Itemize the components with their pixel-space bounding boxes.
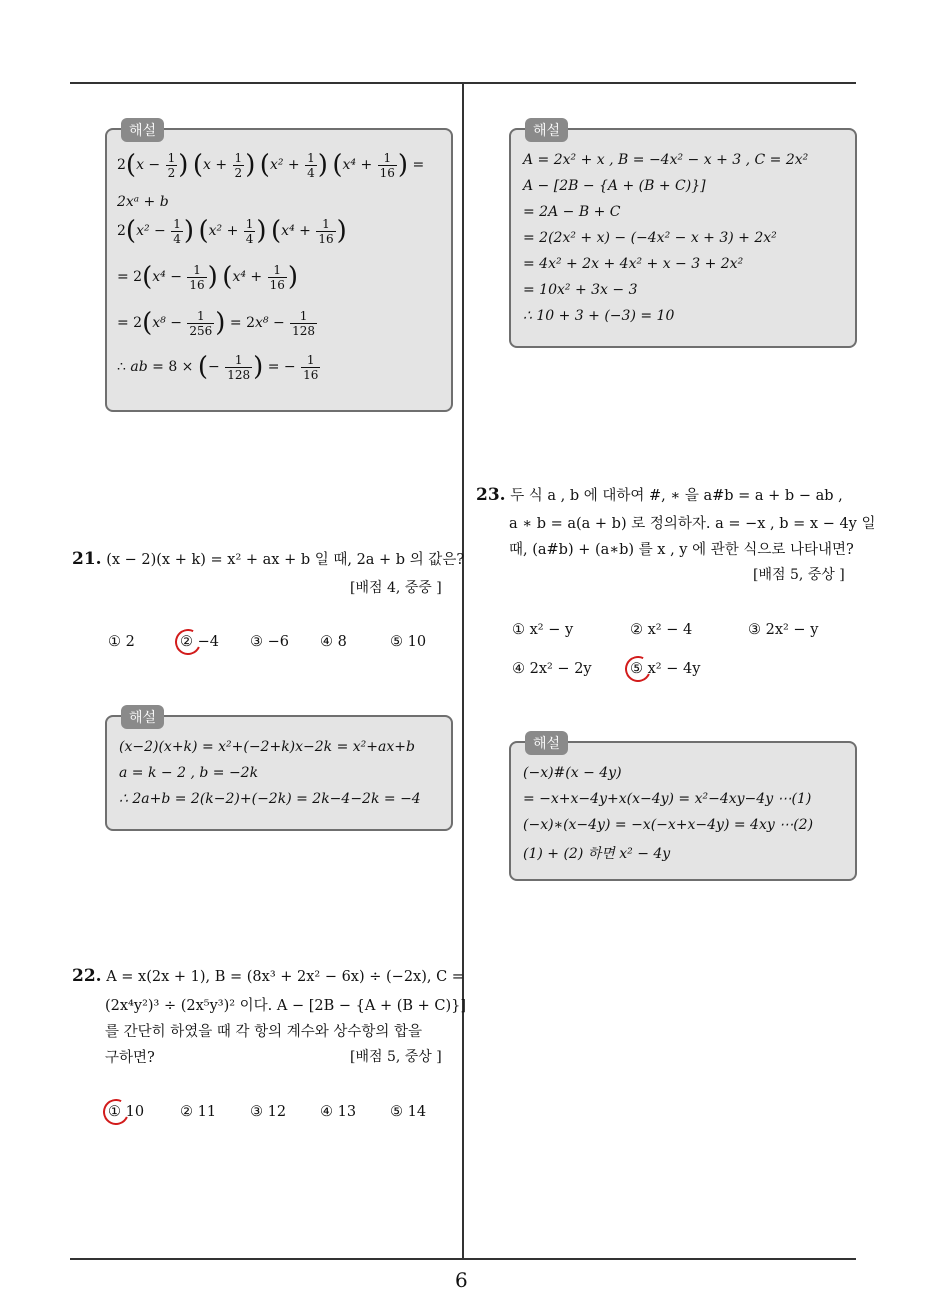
q22-sol-line-5: = 4x² + 2x + 4x² + x − 3 + 2x² xyxy=(523,256,744,272)
q22-score: [배점 5, 중상 ] xyxy=(350,1049,442,1065)
q21-choice-4[interactable]: ④ 8 xyxy=(320,634,347,650)
q20-sol-line-6: ∴ ab = 8 × (− $\frac{1}{128}$ ) = − $\frac{1}{16}$ xyxy=(117,352,319,382)
q21-choice-5[interactable]: ⑤ 10 xyxy=(390,634,427,650)
solution-tag: 해설 xyxy=(121,705,164,729)
q21-solution-box xyxy=(105,710,453,831)
q21-question xyxy=(72,548,464,569)
q22-line-4: 구하면? xyxy=(105,1050,155,1066)
q23-number: 23. xyxy=(476,485,506,505)
q22-choice-4[interactable]: ④ 13 xyxy=(320,1104,357,1120)
q23-line-1 xyxy=(476,484,843,505)
q22-choice-2[interactable]: ② 11 xyxy=(180,1104,217,1120)
q22-text-1: A = x(2x + 1), B = (8x³ + 2x² − 6x) ÷ (−2x), C = xyxy=(106,969,464,985)
q22-sol-line-4: = 2(2x² + x) − (−4x² − x + 3) + 2x² xyxy=(523,230,777,246)
solution-tag: 해설 xyxy=(525,118,568,142)
q21-choice-3[interactable]: ③ −6 xyxy=(250,634,289,650)
q22-choice-1[interactable]: ① 10 xyxy=(108,1104,145,1120)
q22-line-2: (2x⁴y²)³ ÷ (2x⁵y³)² 이다. A − [2B − {A + (B + C)}] xyxy=(105,998,467,1014)
q21-sol-line-3: ∴ 2a+b = 2(k−2)+(−2k) = 2k−4−2k = −4 xyxy=(119,791,421,807)
q20-sol-line-3: 2(x² − $\frac{1}{4}$ ) (x² + $\frac{1}{4}$ ) (x⁴ + $\frac{1}{16}$ ) xyxy=(117,216,347,246)
q22-sol-line-7: ∴ 10 + 3 + (−3) = 10 xyxy=(523,308,675,324)
q21-text: (x − 2)(x + k) = x² + ax + b 일 때, 2a + b 의 값은? xyxy=(106,552,465,568)
q22-line-3: 를 간단히 하였을 때 각 항의 계수와 상수항의 합을 xyxy=(105,1024,423,1040)
answer-circle-mark xyxy=(621,652,654,685)
bottom-rule xyxy=(70,1258,856,1260)
q20-sol-line-2: 2xᵃ + b xyxy=(117,194,169,210)
q22-sol-line-6: = 10x² + 3x − 3 xyxy=(523,282,638,298)
page-number: 6 xyxy=(455,1268,468,1292)
q21-choice-1[interactable]: ① 2 xyxy=(108,634,135,650)
q23-score: [배점 5, 중상 ] xyxy=(753,567,845,583)
q22-sol-line-1: A = 2x² + x , B = −4x² − x + 3 , C = 2x² xyxy=(523,152,809,168)
q23-sol-line-2: = −x+x−4y+x(x−4y) = x²−4xy−4y ⋯(1) xyxy=(523,791,812,807)
q20-solution-box xyxy=(105,123,453,412)
q22-choice-3[interactable]: ③ 12 xyxy=(250,1104,287,1120)
q23-line-3: 때, (a#b) + (a∗b) 를 x , y 에 관한 식으로 나타내면? xyxy=(509,542,854,558)
q23-choice-3[interactable]: ③ 2x² − y xyxy=(748,622,819,638)
q20-sol-line-1: 2(x − $\frac{1}{2}$ ) (x + $\frac{1}{2}$ ) (x² + $\frac{1}{4}$ ) (x⁴ + $\frac{1}{16}$ ) = xyxy=(117,150,425,180)
q22-number: 22. xyxy=(72,966,102,986)
q20-sol-line-4: = 2(x⁴ − $\frac{1}{16}$ ) (x⁴ + $\frac{1}{16}$ ) xyxy=(117,262,299,292)
q22-line-1 xyxy=(72,966,464,986)
answer-circle-mark xyxy=(171,625,204,658)
q21-score: [배점 4, 중중 ] xyxy=(350,580,442,596)
q22-sol-line-3: = 2A − B + C xyxy=(523,204,621,220)
q21-sol-line-1: (x−2)(x+k) = x²+(−2+k)x−2k = x²+ax+b xyxy=(119,739,415,755)
q21-choice-2[interactable]: ② −4 xyxy=(180,634,219,650)
q23-sol-line-4: (1) + (2) 하면 x² − 4y xyxy=(523,846,671,862)
column-divider xyxy=(462,82,464,1259)
q23-text-1: 두 식 a , b 에 대하여 #, ∗ 을 a#b = a + b − ab , xyxy=(510,488,843,504)
q23-choice-4[interactable]: ④ 2x² − 2y xyxy=(512,661,592,677)
q21-number: 21. xyxy=(72,549,102,569)
solution-tag: 해설 xyxy=(525,731,568,755)
answer-circle-mark xyxy=(99,1095,132,1128)
q22-solution-box xyxy=(509,123,857,348)
q23-solution-box xyxy=(509,736,857,881)
q21-sol-line-2: a = k − 2 , b = −2k xyxy=(119,765,259,781)
q23-line-2: a ∗ b = a(a + b) 로 정의하자. a = −x , b = x − 4y 일 xyxy=(509,516,876,532)
q23-choice-1[interactable]: ① x² − y xyxy=(512,622,574,638)
q23-choice-5[interactable]: ⑤ x² − 4y xyxy=(630,661,701,677)
q22-sol-line-2: A − [2B − {A + (B + C)}] xyxy=(523,178,706,194)
q23-sol-line-1: (−x)#(x − 4y) xyxy=(523,765,622,781)
q23-choice-2[interactable]: ② x² − 4 xyxy=(630,622,693,638)
solution-tag: 해설 xyxy=(121,118,164,142)
q20-sol-line-5: = 2(x⁸ − $\frac{1}{256}$ ) = 2x⁸ − $\frac{1}{128}$ xyxy=(117,308,316,338)
q23-sol-line-3: (−x)∗(x−4y) = −x(−x+x−4y) = 4xy ⋯(2) xyxy=(523,817,814,833)
q22-choice-5[interactable]: ⑤ 14 xyxy=(390,1104,427,1120)
